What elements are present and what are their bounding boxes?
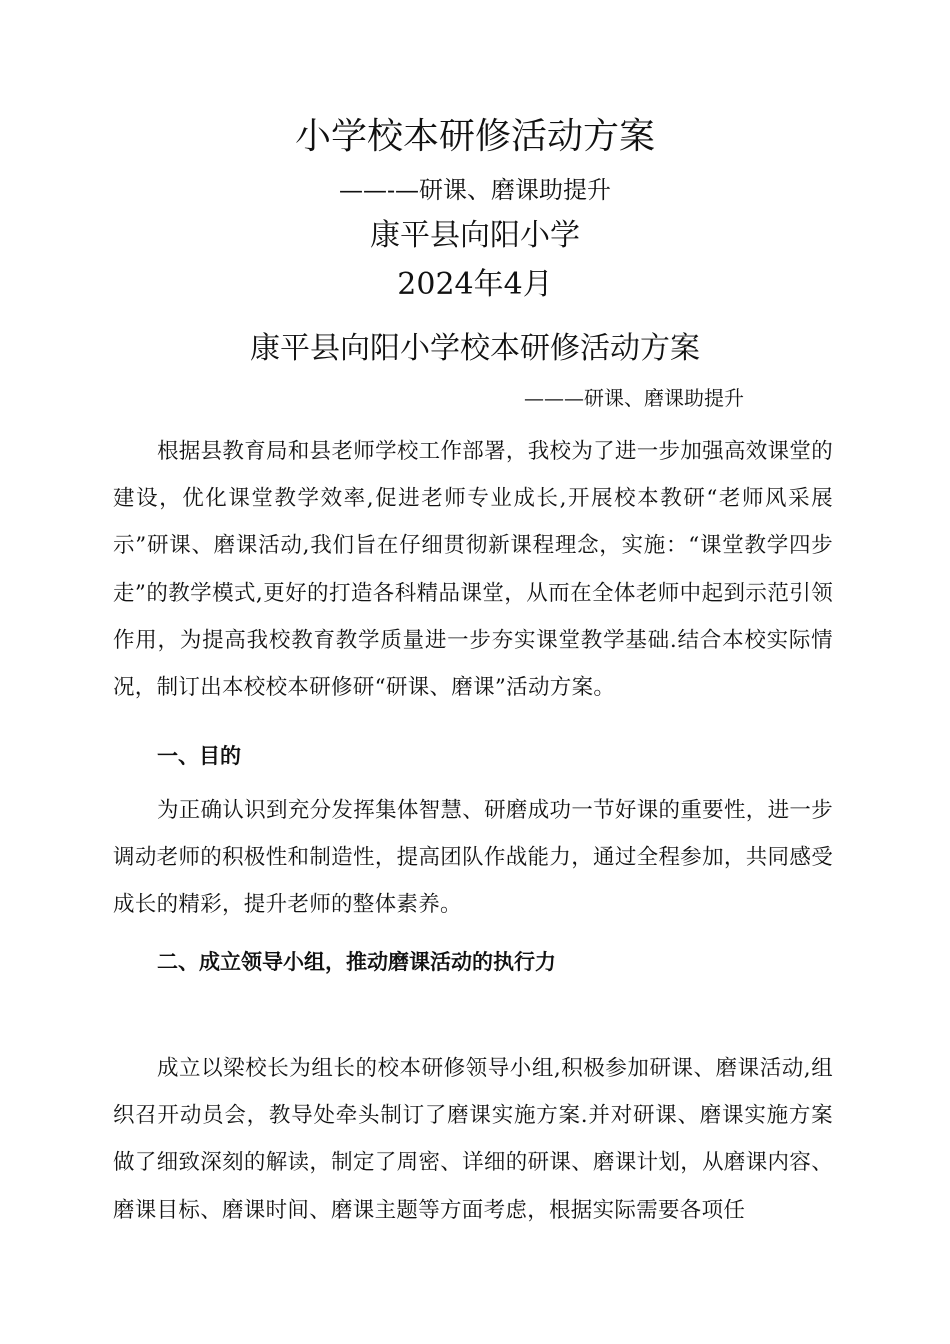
paragraph-leadership: 成立以梁校长为组长的校本研修领导小组,积极参加研课、磨课活动,组织召开动员会，教导处牵头制订了磨课实施方案.并对研课、磨课实施方案做了细致深刻的解读，制定了周密、详细的研课、磨课计划，从磨课内容、磨课目标、磨课时间、磨课主题等方面考虑，根据实际需要各项任: [113, 1056, 833, 1223]
school-name: 康平县向阳小学: [370, 218, 580, 253]
section-heading-leadership: 二、成立领导小组，推动磨课活动的执行力: [157, 950, 556, 974]
plan-title: 康平县向阳小学校本研修活动方案: [250, 331, 700, 366]
plan-subtitle: ———研课、磨课助提升: [524, 386, 744, 410]
paragraph-intro: 根据县教育局和县老师学校工作部署，我校为了进一步加强高效课堂的建设，优化课堂教学效率,促进老师专业成长,开展校本教研“老师风采展示”研课、磨课活动,我们旨在仔细贯彻新课程理念，实施：“课堂教学四步走”的教学模式,更好的打造各科精品课堂，从而在全体老师中起到示范引领作用，为提高我校教育教学质量进一步夯实课堂教学基础.结合本校实际情况，制订出本校校本研修研“研课、磨课”活动方案。: [113, 439, 833, 701]
section-heading-purpose: 一、目的: [157, 744, 241, 768]
document-title: 小学校本研修活动方案: [294, 116, 655, 157]
paragraph-purpose: 为正确认识到充分发挥集体智慧、研磨成功一节好课的重要性，进一步调动老师的积极性和制造性，提高团队作战能力，通过全程参加，共同感受成长的精彩，提升老师的整体素养。: [113, 798, 833, 918]
document-date: 2024年4月: [397, 267, 553, 302]
document-subtitle: ——-—研课、磨课助提升: [338, 176, 612, 204]
